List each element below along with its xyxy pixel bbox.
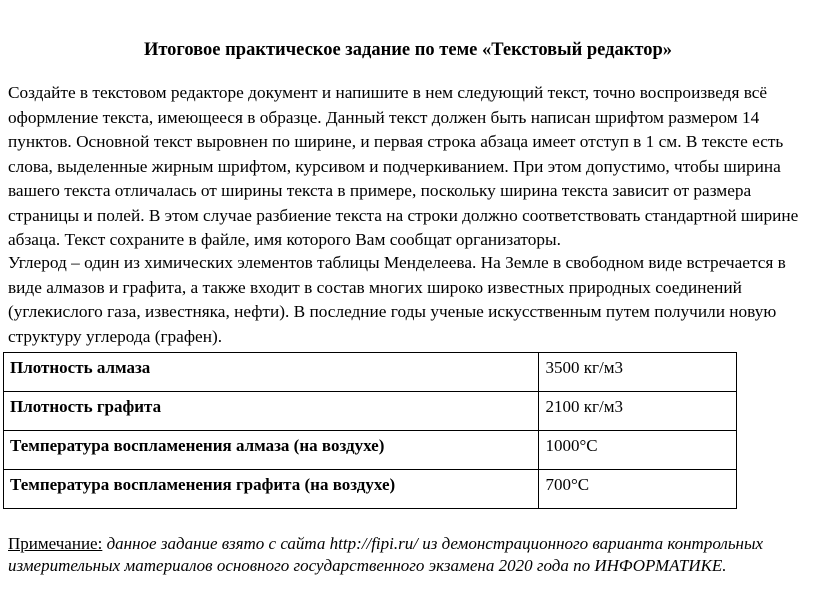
value-cell: 2100 кг/м3 (539, 392, 737, 431)
property-cell: Плотность алмаза (4, 353, 539, 392)
footnote (8, 533, 813, 577)
table-row (4, 392, 737, 431)
value-cell: 1000°С (539, 431, 737, 470)
instructions-paragraph: Создайте в текстовом редакторе документ и напишите в нем следующий текст, точно воспроизведя всё оформление текста, имеющееся в образце. Данный текст должен быть написан шрифтом размером 14 пунктов. Основной текст выровнен по ширине, и первая строка абзаца имеет отступ в 1 см. В тексте есть слова, выделенные жирным шрифтом, курсивом и подчеркиванием. При этом допустимо, чтобы ширина вашего текста отличалась от ширины текста в примере, поскольку ширина текста зависит от размера страницы и полей. В этом случае разбиение текста на строки должно соответствовать стандартной ширине абзаца. Текст сохраните в файле, имя которого Вам сообщат организаторы. (8, 83, 799, 249)
value-cell: 3500 кг/м3 (539, 353, 737, 392)
value-cell: 700°С (539, 470, 737, 509)
properties-table (3, 352, 737, 509)
table-row (4, 431, 737, 470)
property-cell: Плотность графита (4, 392, 539, 431)
table-row (4, 470, 737, 509)
carbon-paragraph: Углерод – один из химических элементов таблицы Менделеева. На Земле в свободном виде встречается в виде алмазов и графита, а также входит в состав многих широко известных природных соединений (углекислого газа, известняка, нефти). В последние годы ученые искусственным путем получили новую структуру углерода (графен). (8, 253, 786, 346)
property-cell: Температура воспламенения графита (на воздухе) (4, 470, 539, 509)
property-cell: Температура воспламенения алмаза (на воздухе) (4, 431, 539, 470)
document-title: Итоговое практическое задание по теме «Текстовый редактор» (143, 40, 673, 60)
table-row (4, 353, 737, 392)
note-label: Примечание: (8, 534, 103, 553)
note-text: данное задание взято с сайта http://fipi.ru/ из демонстрационного варианта контрольных измерительных материалов основного государственного экзамена 2020 года по ИНФОРМАТИКЕ. (8, 534, 764, 575)
